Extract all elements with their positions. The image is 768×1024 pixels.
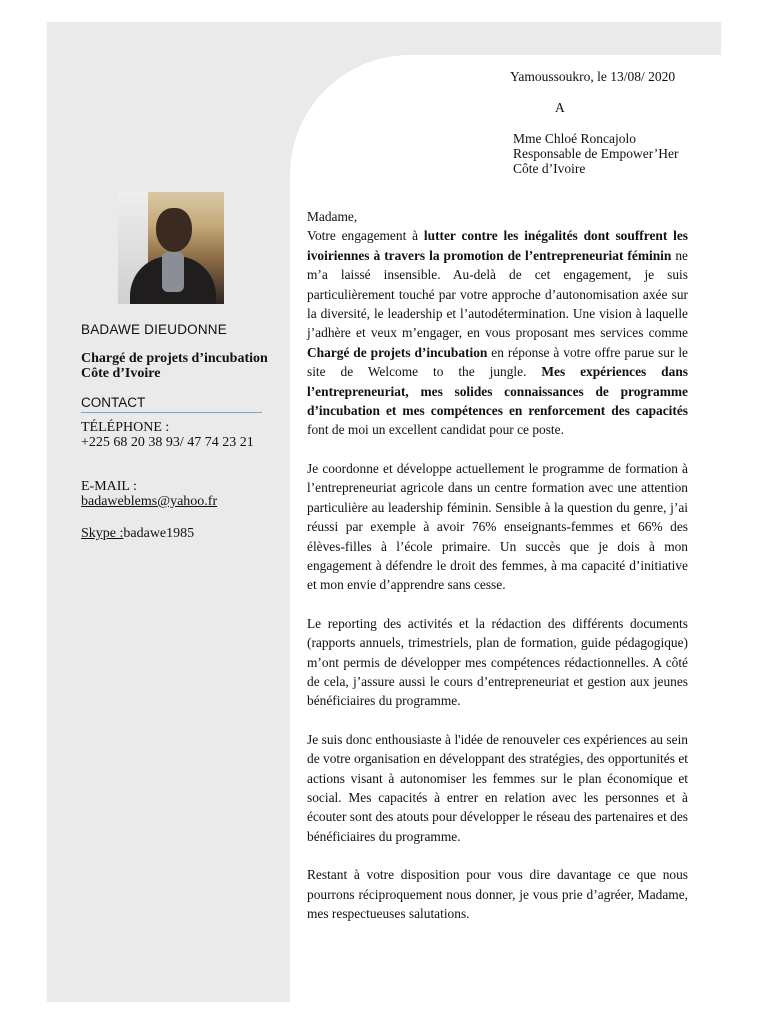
paragraph-motivation: Je suis donc enthousiaste à l'idée de renouveler ces expériences au sein de votre organisation en développant des stratégies, des opportunités et actions visant à autonomiser les femmes sur le plan économique et social. Mes capacités à entrer en relation avec les personnes et à écouter sont des atouts pour développer le réseau des partenaires et des bénéficiaires du programme. bbox=[307, 731, 688, 844]
email-label: E-MAIL : bbox=[81, 479, 137, 494]
p1-text-c: ne m’a laissé insensible. Au-delà de cet engagement, je suis particulièrement touché par votre approche d’autonomisation axée sur la diversité, le leadership et l’autodétermination. Une vision à laquelle j’adhère et veux m’engager, en vous proposant mes services comme bbox=[307, 247, 688, 341]
paragraph-closing: Restant à votre disposition pour vous dire davantage ce que nous pourrons réciproquement nous donner, je vous prie d’agréer, Madame, mes respectueuses salutations. bbox=[307, 867, 688, 921]
paragraph-experience: Je coordonne et développe actuellement le programme de formation à l’entrepreneuriat agricole dans un centre formation avec une attention particulière au leadership féminin. Sensible à la question du genre, j’ai réussi par exemple à avoir 76% enseignants-femmes et 66% des élèves-filles à l’école primaire. Un succès que je dois à mon engagement à défendre le droit des femmes, à ma capacité d’initiative et mon envie d’apprendre sans cesse. bbox=[307, 460, 688, 593]
recipient-block bbox=[513, 131, 678, 176]
skype-label: Skype : bbox=[81, 526, 124, 541]
phone-label: TÉLÉPHONE : bbox=[81, 420, 170, 435]
phone-block bbox=[81, 420, 261, 450]
recipient-name: Mme Chloé Roncajolo bbox=[513, 131, 636, 146]
p1-bold-d: Chargé de projets d’incubation bbox=[307, 344, 488, 360]
paragraph-intro bbox=[307, 207, 688, 440]
contact-divider bbox=[81, 412, 262, 413]
email-link[interactable]: badaweblems@yahoo.fr bbox=[81, 494, 218, 509]
email-block bbox=[81, 479, 217, 509]
p1-text-g: font de moi un excellent candidat pour ce poste. bbox=[307, 422, 564, 438]
letter-body bbox=[307, 207, 688, 942]
sender-name: BADAWE DIEUDONNE bbox=[81, 322, 227, 337]
sender-role: Chargé de projets d’incubation Côte d’Ivoire bbox=[81, 351, 268, 381]
letter-to: A bbox=[555, 100, 565, 115]
letter-date: Yamoussoukro, le 13/08/ 2020 bbox=[510, 69, 676, 84]
salutation: Madame, bbox=[307, 209, 358, 224]
p1-bold-b: lutter contre les inégalités dont souffrent les ivoiriennes à travers la promotion de l’entrepreneuriat féminin bbox=[307, 228, 688, 263]
portrait-photo bbox=[118, 192, 224, 304]
recipient-title: Responsable de Empower’Her bbox=[513, 146, 679, 161]
contact-heading: CONTACT bbox=[81, 395, 146, 410]
p1-text-a: Votre engagement à bbox=[307, 228, 424, 244]
phone-value: +225 68 20 38 93/ 47 74 23 21 bbox=[81, 435, 254, 450]
skype-value: badawe1985 bbox=[123, 526, 195, 541]
skype-block bbox=[81, 526, 194, 541]
p1-text-e: en réponse à votre offre parue sur le site de Welcome to the jungle. bbox=[307, 344, 688, 380]
recipient-country: Côte d’Ivoire bbox=[513, 161, 586, 176]
p1-bold-f: Mes expériences dans l’entrepreneuriat, mes solides connaissances de programme d’incubation et mes compétences en renforcement des capacités bbox=[307, 364, 688, 419]
paragraph-reporting: Le reporting des activités et la rédaction des différents documents (rapports annuels, trimestriels, plan de formation, guide pédagogique) m’ont permis de développer mes compétences rédactionnelles. A côté de cela, j’assure aussi le cours d’entrepreneuriat et gestion aux jeunes bénéficiaires du programme. bbox=[307, 615, 688, 709]
